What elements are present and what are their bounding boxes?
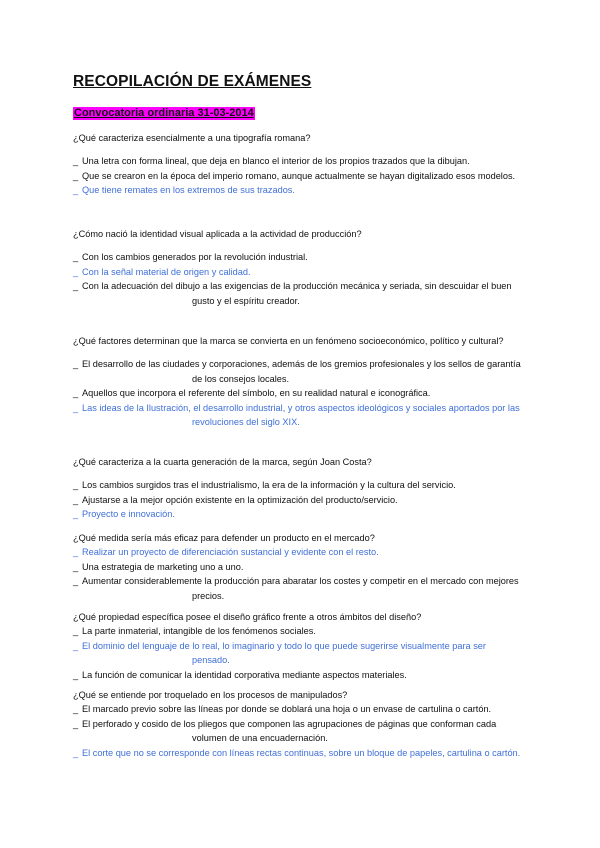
question-text: ¿Qué propiedad específica posee el diseño gráfico frente a otros ámbitos del diseño? — [73, 612, 422, 622]
correct-answer-option: _ Con la señal material de origen y calidad. — [73, 266, 251, 277]
answer-option: _ Una estrategia de marketing uno a uno. — [73, 561, 244, 572]
correct-answer-option: _ El corte que no se corresponde con líneas rectas continuas, sobre un bloque de papeles, cartulina o cartón. — [73, 747, 521, 758]
correct-answer-option: _ Realizar un proyecto de diferenciación sustancial y evidente con el resto. — [73, 547, 379, 558]
answer-option: _ La función de comunicar la identidad corporativa mediante aspectos materiales. — [73, 669, 407, 680]
answer-option: _ La parte inmaterial, intangible de los fenómenos sociales. — [73, 626, 316, 637]
question-text: ¿Cómo nació la identidad visual aplicada a la actividad de producción? — [73, 229, 362, 239]
answer-option: _ El desarrollo de las ciudades y corporaciones, además de los gremios profesionales y los sellos de garantía de los consejos locales. — [73, 359, 521, 384]
correct-answer-option: _ El dominio del lenguaje de lo real, lo imaginario y todo lo que puede sugerirse visualmente para ser pensado. — [73, 640, 486, 666]
question-text: ¿Qué factores determinan que la marca se convierta en un fenómeno socioeconómico, político y cultural? — [73, 336, 504, 346]
question-block — [73, 455, 566, 522]
correct-answer-option: _ Que tiene remates en los extremos de sus trazados. — [73, 185, 295, 196]
question-text: ¿Qué caracteriza esencialmente a una tipografía romana? — [73, 133, 311, 143]
answer-option: _ Que se crearon en la época del imperio romano, aunque actualmente se hayan digitalizado esos modelos. — [73, 170, 516, 181]
question-text: ¿Qué caracteriza a la cuarta generación de la marca, según Joan Costa? — [73, 457, 372, 467]
answer-option: _ El perforado y cosido de los pliegos que componen las agrupaciones de páginas que conforman cada volumen de una encuadernación. — [73, 718, 497, 744]
question-block — [73, 610, 566, 682]
question-text: ¿Qué se entiende por troquelado en los procesos de manipulados? — [73, 690, 348, 700]
answer-option: _ Con la adecuación del dibujo a las exigencias de la producción mecánica y seriada, sin descuidar el buen gusto y el espíritu creador. — [73, 281, 512, 306]
answer-option: _ Una letra con forma lineal, que deja en blanco el interior de los propios trazados que la dibujan. — [73, 156, 470, 167]
question-block — [73, 531, 566, 603]
answer-option: _ Los cambios surgidos tras el industrialismo, la era de la información y la cultura del servicio. — [73, 480, 456, 491]
convocatoria-heading: Convocatoria ordinaria 31-03-2014 — [74, 107, 254, 119]
question-block — [73, 334, 566, 429]
answer-option: _ Aquellos que incorpora el referente del símbolo, en su realidad natural e iconográfica. — [73, 388, 431, 399]
answer-option: _ Con los cambios generados por la revolución industrial. — [73, 252, 308, 263]
question-block — [73, 688, 566, 760]
correct-answer-option: _ Las ideas de la Ilustración, el desarrollo industrial, y otros aspectos ideológicos y sociales aportados por las revoluciones del siglo XIX. — [73, 402, 520, 428]
correct-answer-option: _ Proyecto e innovación. — [73, 509, 175, 520]
answer-option: _ Aumentar considerablemente la producción para abaratar los costes y competir en el mercado con mejores precios. — [73, 576, 519, 601]
question-block — [73, 131, 566, 198]
answer-option: _ Ajustarse a la mejor opción existente en la optimización del producto/servicio. — [73, 494, 398, 505]
question-block — [73, 227, 566, 308]
document-title: RECOPILACIÓN DE EXÁMENES — [73, 73, 312, 90]
answer-option: _ El marcado previo sobre las líneas por donde se doblará una hoja o un envase de cartulina o cartón. — [73, 704, 492, 715]
question-text: ¿Qué medida sería más eficaz para defender un producto en el mercado? — [73, 533, 375, 543]
